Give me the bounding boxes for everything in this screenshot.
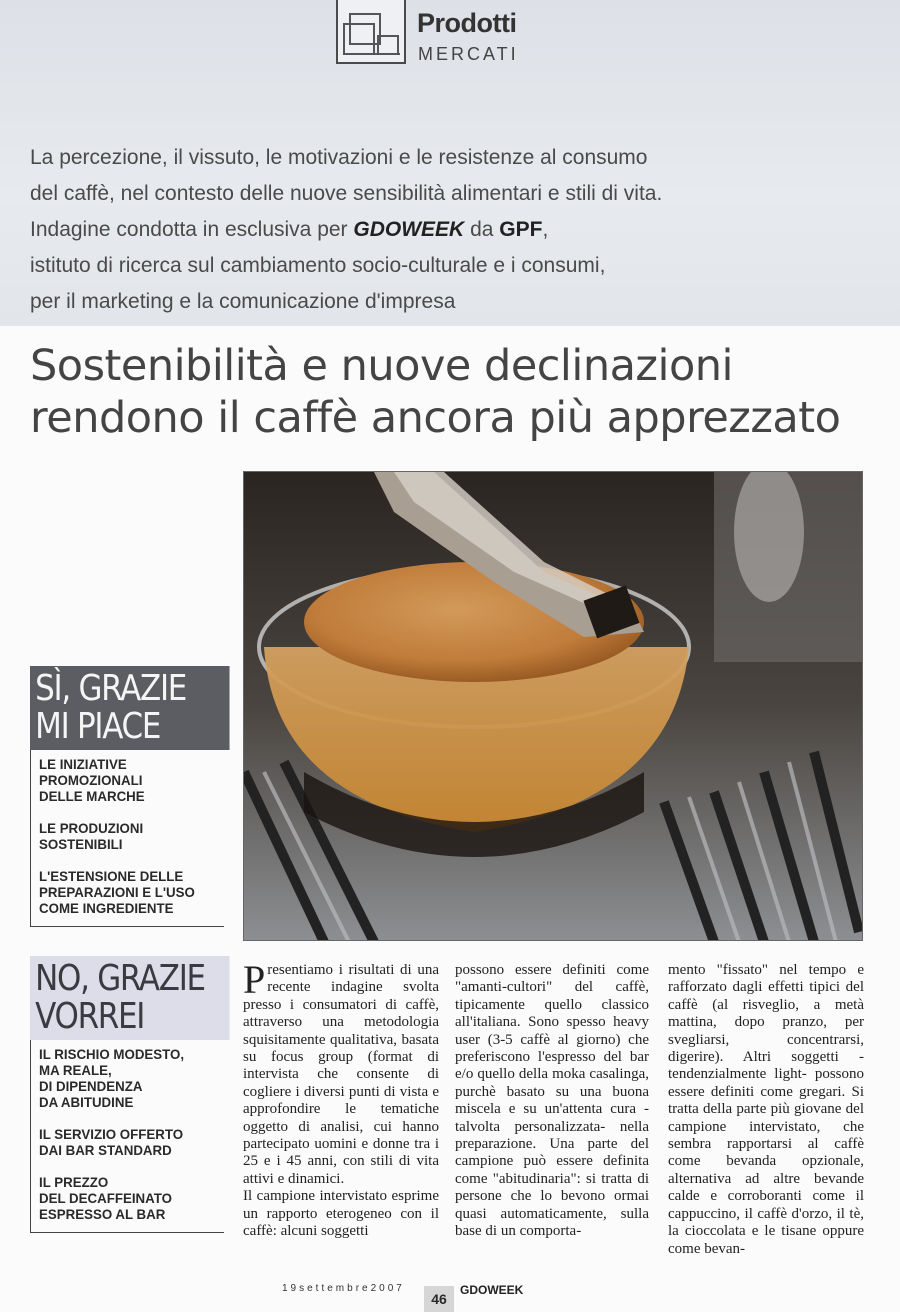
headline-line: rendono il caffè ancora più apprezzato bbox=[30, 393, 841, 443]
sidebar-item: IL SERVIZIO OFFERTO DAI BAR STANDARD bbox=[39, 1126, 184, 1158]
article-column-3 bbox=[668, 962, 864, 1258]
headline-line: Sostenibilità e nuove declinazioni bbox=[30, 341, 733, 391]
intro-line: istituto di ricerca sul cambiamento socio-culturale e i consumi, bbox=[30, 254, 606, 277]
gdoweek-brand: GDOWEEK bbox=[353, 218, 465, 241]
sidebar-likes bbox=[30, 666, 224, 927]
sidebar-item: LE PRODUZIONI SOSTENIBILI bbox=[39, 820, 144, 852]
building-icon bbox=[342, 6, 402, 58]
article-headline bbox=[30, 340, 890, 444]
intro-line: La percezione, il vissuto, le motivazioni e le resistenze al consumo bbox=[30, 146, 648, 169]
article-paragraph: Presentiamo i risultati di una recente indagine svolta presso i consumatori di caffè, attraverso una metodologia squisitamente qualitativa, basata su focus group (format di intervista che consente di cogliere i diversi punti di vista e approfondire le tematiche oggetto di analisi, cui hanno partecipato uomini e donne tra i 25 e i 45 anni, con stili di vita attivi e dinamici. bbox=[243, 957, 439, 1187]
sidebar-likes-list bbox=[30, 750, 224, 927]
footer-date: 19settembre2007 bbox=[282, 1283, 405, 1294]
intro-line: Indagine condotta in esclusiva per GDOWEEK da GPF, bbox=[30, 218, 549, 241]
footer-brand: GDOWEEK bbox=[460, 1283, 524, 1297]
section-logo bbox=[336, 0, 406, 64]
article-paragraph: mento "fissato" nel tempo e rafforzato dagli effetti tipici del caffè (al risveglio, a metà mattina, dopo pranzo, per svegliarsi, concentrarsi, digerire). Altri soggetti -tendenzialmente light- possono essere definiti come gregari. Si tratta della parte più giovane del campione intervistato, che sembra rapportarsi al caffè come bevanda opzionale, alternativa ad altre bevande calde e corroboranti come il cappuccino, il caffè d'orzo, il tè, la cioccolata e le tisane oppure come bevan- bbox=[668, 962, 864, 1257]
article-column-2 bbox=[455, 962, 649, 1241]
sidebar-dislikes-list bbox=[30, 1040, 224, 1233]
drop-cap: P bbox=[243, 957, 266, 1002]
intro-line: del caffè, nel contesto delle nuove sensibilità alimentari e stili di vita. bbox=[30, 182, 663, 205]
intro-line: per il marketing e la comunicazione d'impresa bbox=[30, 290, 456, 313]
article-column-1 bbox=[243, 957, 439, 1241]
section-title: Prodotti bbox=[417, 8, 517, 38]
sidebar-dislikes bbox=[30, 956, 224, 1233]
sidebar-item: L'ESTENSIONE DELLE PREPARAZIONI E L'USO COME INGREDIENTE bbox=[39, 868, 195, 916]
sidebar-item: LE INIZIATIVE PROMOZIONALI DELLE MARCHE bbox=[39, 756, 145, 804]
sidebar-likes-title: SÌ, GRAZIE MI PIACE bbox=[30, 666, 230, 750]
sidebar-dislikes-title: NO, GRAZIE VORREI bbox=[30, 956, 230, 1040]
sidebar-item: IL RISCHIO MODESTO, MA REALE, DI DIPENDENZA DA ABITUDINE bbox=[39, 1046, 185, 1110]
sidebar-item: IL PREZZO DEL DECAFFEINATO ESPRESSO AL BAR bbox=[39, 1174, 173, 1222]
intro-text bbox=[30, 140, 890, 320]
gpf-brand: GPF bbox=[499, 218, 543, 241]
article-paragraph: possono essere definiti come "amanti-cultori" del caffè, tipicamente quello classico all'italiana. Sono spesso heavy user (3-5 caffè al giorno) che preferiscono l'espresso del bar e/o quello della moka casalinga, purchè basato su una buona miscela e su un'attenta cura -talvolta personalizzata- nella preparazione. Una parte del campione può essere definita come "abitudinaria": si tratta di persone che lo bevono ormai quasi automaticamente, sulla base di un comporta- bbox=[455, 962, 649, 1240]
espresso-photo bbox=[243, 471, 863, 941]
section-subtitle: MERCATI bbox=[418, 44, 519, 64]
article-paragraph: Il campione intervistato esprime un rapporto eterogeneo con il caffè: alcuni soggetti bbox=[243, 1188, 439, 1240]
page-number: 46 bbox=[424, 1286, 454, 1312]
